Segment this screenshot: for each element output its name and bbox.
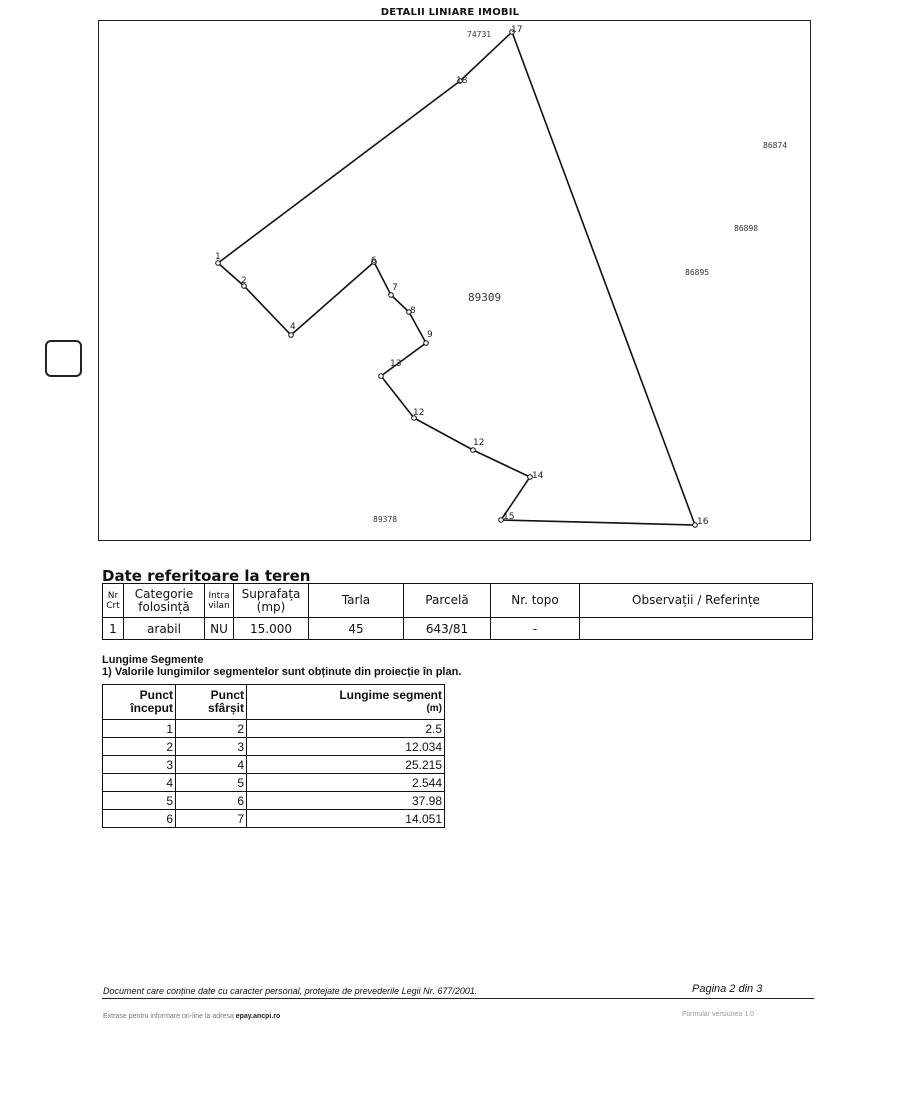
header-segment-length: [247, 685, 445, 720]
table-row: [103, 618, 813, 640]
source-line: [103, 1013, 280, 1020]
point-label: 9: [427, 330, 433, 340]
cell-end: 3: [176, 738, 247, 756]
cell-parcela: 643/81: [404, 618, 491, 640]
header-observatii: Observații / Referințe: [580, 584, 813, 618]
header-length-unit: (m): [426, 703, 442, 714]
cell-start: 1: [103, 720, 176, 738]
table-row: [103, 738, 445, 756]
cell-length: 25.215: [247, 756, 445, 774]
print-info: Formular versiunea 1.0: [682, 1011, 754, 1018]
segments-title: Lungime Segmente: [102, 654, 204, 666]
point-label: 12: [413, 408, 425, 418]
neighbor-parcel-label: 86898: [734, 224, 759, 233]
privacy-note: Document care conține date cu caracter personal, protejate de prevederile Legii Nr. 677/2001.: [103, 986, 478, 996]
point-label: 16: [697, 517, 709, 527]
cell-tarla: 45: [309, 618, 404, 640]
source-link[interactable]: epay.ancpi.ro: [235, 1013, 281, 1020]
cell-start: 2: [103, 738, 176, 756]
checkbox[interactable]: [45, 340, 82, 377]
cell-length: 2.5: [247, 720, 445, 738]
neighbor-parcel-label: 86895: [685, 268, 710, 277]
parcel-boundary: [218, 32, 695, 525]
plan-title: DETALII LINIARE IMOBIL: [380, 7, 520, 18]
neighbor-parcel-label: 74731: [467, 30, 492, 39]
point-label: 1: [215, 252, 221, 262]
point-label: 2: [241, 276, 247, 286]
point-label: 18: [456, 76, 468, 86]
cell-end: 5: [176, 774, 247, 792]
point-label: 4: [290, 322, 296, 332]
cell-length: 12.034: [247, 738, 445, 756]
main-parcel-label: 89309: [468, 291, 502, 304]
neighbor-parcel-label: 86874: [763, 141, 788, 150]
parcel-plan: [98, 20, 811, 541]
cell-suprafata: 15.000: [234, 618, 309, 640]
header-start-point: Punct început: [103, 685, 176, 720]
cell-length: 2.544: [247, 774, 445, 792]
cell-length: 14.051: [247, 810, 445, 828]
header-length-label: Lungime segment: [339, 688, 442, 702]
land-table-header-row: [103, 584, 813, 618]
cell-nr-topo: -: [491, 618, 580, 640]
neighbor-parcel-label: 89378: [373, 515, 398, 524]
cell-intra-vilan: NU: [205, 618, 234, 640]
cell-length: 37.98: [247, 792, 445, 810]
cell-end: 7: [176, 810, 247, 828]
cell-start: 3: [103, 756, 176, 774]
cell-start: 4: [103, 774, 176, 792]
header-parcela: Parcelă: [404, 584, 491, 618]
header-end-point: Punct sfârșit: [176, 685, 247, 720]
point-label: 12: [473, 438, 485, 448]
point-label: 13: [390, 359, 402, 369]
page-number: Pagina 2 din 3: [692, 983, 763, 995]
cell-observatii: [580, 618, 813, 640]
header-intra-vilan: Intra vilan: [205, 584, 234, 618]
table-row: [103, 720, 445, 738]
cell-start: 6: [103, 810, 176, 828]
table-row: [103, 792, 445, 810]
table-row: [103, 774, 445, 792]
land-data-table: [102, 583, 813, 640]
cell-end: 4: [176, 756, 247, 774]
table-row: [103, 756, 445, 774]
land-section-title: Date referitoare la teren: [102, 567, 311, 585]
header-categorie: Categorie folosință: [124, 584, 205, 618]
point-label: 6: [371, 256, 377, 266]
point-label: 7: [392, 283, 398, 293]
header-tarla: Tarla: [309, 584, 404, 618]
cell-end: 6: [176, 792, 247, 810]
point-label: 8: [410, 306, 416, 316]
footer-divider: [102, 998, 814, 999]
header-nr-topo: Nr. topo: [491, 584, 580, 618]
segments-note: 1) Valorile lungimilor segmentelor sunt obținute din proiecție în plan.: [102, 666, 462, 678]
point-label: 14: [532, 471, 544, 481]
segments-table: [102, 684, 445, 828]
boundary-vertices: [216, 30, 698, 528]
cell-start: 5: [103, 792, 176, 810]
point-label: 17: [511, 25, 523, 35]
cell-end: 2: [176, 720, 247, 738]
segments-header-row: [103, 685, 445, 720]
source-prefix: Extrase pentru informare on-line la adresa: [103, 1013, 234, 1020]
point-label: 15: [503, 512, 515, 522]
header-nr-crt: Nr Crt: [103, 584, 124, 618]
segments-section: [102, 654, 461, 678]
header-suprafata: Suprafața (mp): [234, 584, 309, 618]
cell-categorie: arabil: [124, 618, 205, 640]
cell-nr-crt: 1: [103, 618, 124, 640]
table-row: [103, 810, 445, 828]
